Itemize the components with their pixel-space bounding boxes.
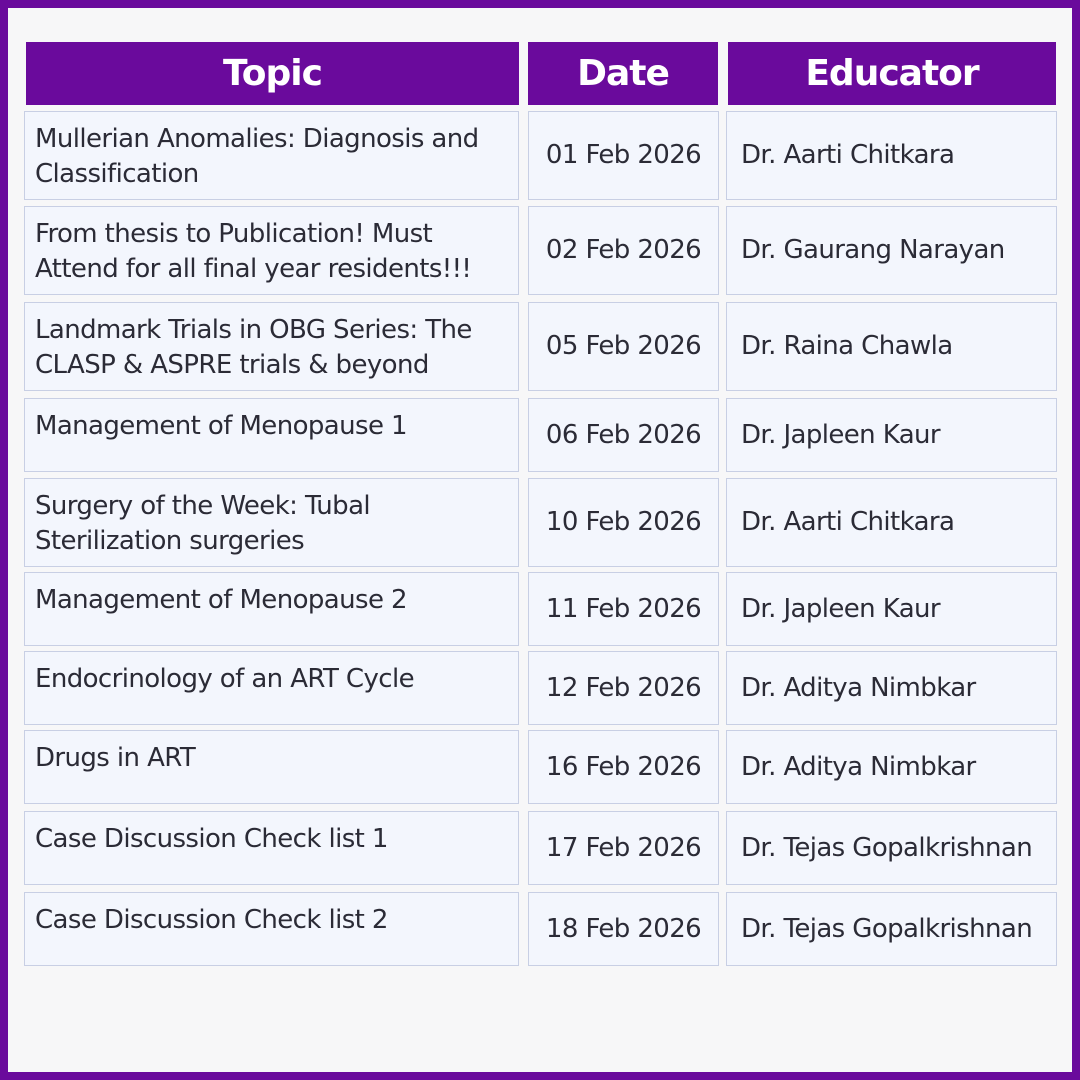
table-row-educator: Dr. Japleen Kaur	[726, 398, 1057, 472]
table-row-topic: Drugs in ART	[24, 730, 519, 804]
table-row-date: 17 Feb 2026	[528, 811, 719, 885]
table-row-date: 06 Feb 2026	[528, 398, 719, 472]
header-date: Date	[528, 42, 718, 105]
table-row-educator: Dr. Aarti Chitkara	[726, 111, 1057, 200]
table-row-topic: Endocrinology of an ART Cycle	[24, 651, 519, 725]
table-row-educator: Dr. Japleen Kaur	[726, 572, 1057, 646]
table-row-topic: Case Discussion Check list 1	[24, 811, 519, 885]
table-row-topic: Case Discussion Check list 2	[24, 892, 519, 966]
table-row-educator: Dr. Aarti Chitkara	[726, 478, 1057, 567]
table-row-topic: Management of Menopause 2	[24, 572, 519, 646]
table-row-topic: Management of Menopause 1	[24, 398, 519, 472]
table-row-educator: Dr. Tejas Gopalkrishnan	[726, 811, 1057, 885]
table-row-date: 18 Feb 2026	[528, 892, 719, 966]
table-row-topic: Surgery of the Week: Tubal Sterilization surgeries	[24, 478, 519, 567]
table-row-topic: From thesis to Publication! Must Attend for all final year residents!!!	[24, 206, 519, 295]
header-topic: Topic	[26, 42, 519, 105]
table-row-date: 05 Feb 2026	[528, 302, 719, 391]
table-row-educator: Dr. Aditya Nimbkar	[726, 730, 1057, 804]
table-row-educator: Dr. Tejas Gopalkrishnan	[726, 892, 1057, 966]
table-row-educator: Dr. Raina Chawla	[726, 302, 1057, 391]
table-row-date: 02 Feb 2026	[528, 206, 719, 295]
header-educator: Educator	[728, 42, 1056, 105]
table-row-topic: Landmark Trials in OBG Series: The CLASP & ASPRE trials & beyond	[24, 302, 519, 391]
table-row-date: 01 Feb 2026	[528, 111, 719, 200]
table-row-educator: Dr. Gaurang Narayan	[726, 206, 1057, 295]
table-row-educator: Dr. Aditya Nimbkar	[726, 651, 1057, 725]
table-row-date: 11 Feb 2026	[528, 572, 719, 646]
table-row-date: 12 Feb 2026	[528, 651, 719, 725]
table-row-date: 10 Feb 2026	[528, 478, 719, 567]
table-row-topic: Mullerian Anomalies: Diagnosis and Classification	[24, 111, 519, 200]
table-row-date: 16 Feb 2026	[528, 730, 719, 804]
